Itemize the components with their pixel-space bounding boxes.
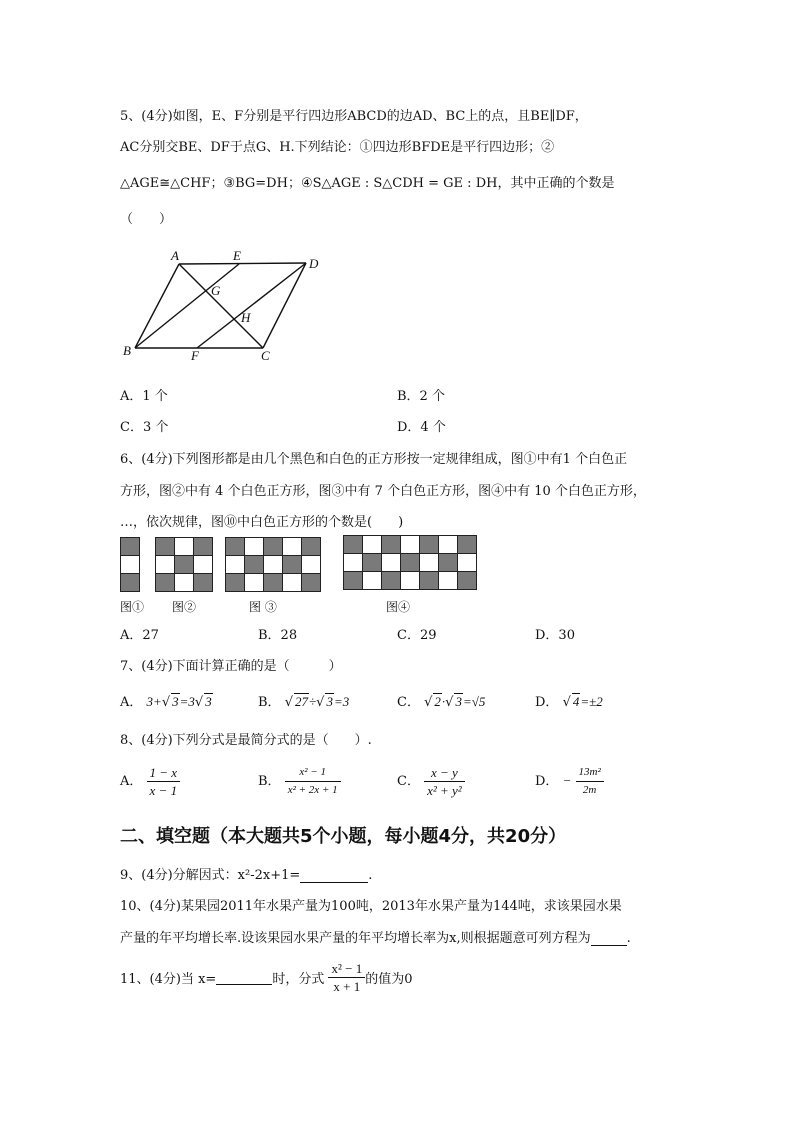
pattern-figure-4	[343, 535, 483, 593]
label-f: F	[191, 348, 199, 363]
q5-line2: AC分别交BE、DF于点G、H.下列结论：①四边形BFDE是平行四边形；②	[120, 140, 555, 155]
q7-option-c[interactable]: C． √ 2·√ 3=√5	[397, 694, 486, 710]
fraction: $\frac{\text{x² − 1}}{\text{x² + 2x + 1}}$	[285, 764, 341, 799]
answer-blank[interactable]	[591, 931, 627, 946]
pattern-figure-2	[155, 537, 215, 593]
q7-option-d[interactable]: D． √ 4=±2	[535, 694, 603, 710]
label-a: A	[171, 248, 179, 263]
caption-figure-4: 图④	[386, 600, 411, 614]
q6-option-a[interactable]: A．27	[120, 628, 159, 643]
q6-line3: …，依次规律，图⑩中白色正方形的个数是( )	[120, 515, 404, 530]
q8-option-c[interactable]: C． $\frac{x - y}{\text{x² + y²}}$	[397, 764, 465, 799]
label-e: E	[233, 248, 241, 263]
q8-option-d[interactable]: D． − $\frac{\text{13m²}}{2m}$	[535, 764, 604, 799]
seg-df	[197, 263, 306, 348]
q5-option-a[interactable]: A．1 个	[120, 389, 168, 404]
q6-option-b[interactable]: B．28	[258, 628, 298, 643]
label-h: H	[241, 310, 251, 325]
q5-line3: △AGE≅△CHF；③BG=DH；④S△AGE : S△CDH = GE : DH，其中正确的个数是	[120, 176, 615, 191]
answer-blank[interactable]	[216, 970, 272, 985]
q5-line1: 5、(4分)如图，E、F分别是平行四边形ABCD的边AD、BC上的点，且BE∥DF，	[120, 109, 588, 124]
fraction: $\frac{x - y}{\text{x² + y²}}$	[424, 764, 465, 799]
parallelogram-figure	[115, 245, 335, 370]
label-g: G	[211, 283, 221, 298]
q5-option-c[interactable]: C．3 个	[120, 420, 169, 435]
q8-stem: 8、(4分)下列分式是最简分式的是（ ）.	[120, 733, 372, 748]
caption-figure-1: 图①	[120, 600, 145, 614]
q10-line1: 10、(4分)某果园2011年水果产量为100吨，2013年水果产量为144吨，求该果园水果	[120, 899, 622, 914]
pattern-figure-1	[120, 537, 142, 593]
q7-stem: 7、(4分)下面计算正确的是（ ）	[120, 659, 342, 674]
answer-blank[interactable]	[300, 868, 368, 883]
pattern-figure-3	[225, 537, 325, 593]
fraction: $\frac{1 - x}{x - 1}$	[147, 764, 181, 799]
q10-line2: 产量的年平均增长率.设该果园水果产量的年平均增长率为x,则根据题意可列方程为 .	[120, 931, 631, 946]
q5-answer-bracket: （ ）	[120, 212, 173, 227]
fraction: $\frac{\text{13m²}}{2m}$	[576, 764, 604, 799]
label-c: C	[261, 348, 270, 363]
q6-line1: 6、(4分)下列图形都是由几个黑色和白色的正方形按一定规律组成，图①中有1 个白色正	[120, 452, 628, 467]
q9: 9、(4分)分解因式：x²-2x+1= .	[120, 868, 373, 883]
seg-be	[135, 264, 239, 348]
q7-option-b[interactable]: B． √ 27÷√ 3=3	[258, 694, 350, 710]
label-d: D	[309, 256, 319, 271]
edge-ab	[135, 264, 179, 348]
q5-option-d[interactable]: D．4 个	[397, 420, 446, 435]
q11: 11、(4分)当 x= 时，分式 $\frac{\text{x² − 1}}{x + 1}$ 的值为0	[120, 961, 413, 994]
q5-option-b[interactable]: B．2 个	[397, 389, 445, 404]
caption-figure-3: 图 ③	[249, 600, 277, 614]
fraction: $\frac{\text{x² − 1}}{x + 1}$	[328, 960, 365, 995]
q6-option-c[interactable]: C．29	[397, 628, 437, 643]
caption-figure-2: 图②	[172, 600, 197, 614]
q7-option-a[interactable]: A． 3+√ 3=3√ 3	[120, 694, 212, 710]
q8-option-a[interactable]: A． $\frac{1 - x}{x - 1}$	[120, 764, 180, 799]
edge-ad	[179, 263, 306, 264]
edge-cd	[263, 263, 306, 348]
q6-option-d[interactable]: D．30	[535, 628, 575, 643]
q6-line2: 方形，图②中有 4 个白色正方形，图③中有 7 个白色正方形，图④中有 10 个白色正方形，	[120, 484, 646, 499]
section-heading-fill-in: 二、填空题（本大题共5个小题，每小题4分，共20分）	[120, 826, 567, 847]
label-b: B	[123, 343, 131, 358]
q8-option-b[interactable]: B． $\frac{\text{x² − 1}}{\text{x² + 2x + 1}}$	[258, 764, 341, 799]
